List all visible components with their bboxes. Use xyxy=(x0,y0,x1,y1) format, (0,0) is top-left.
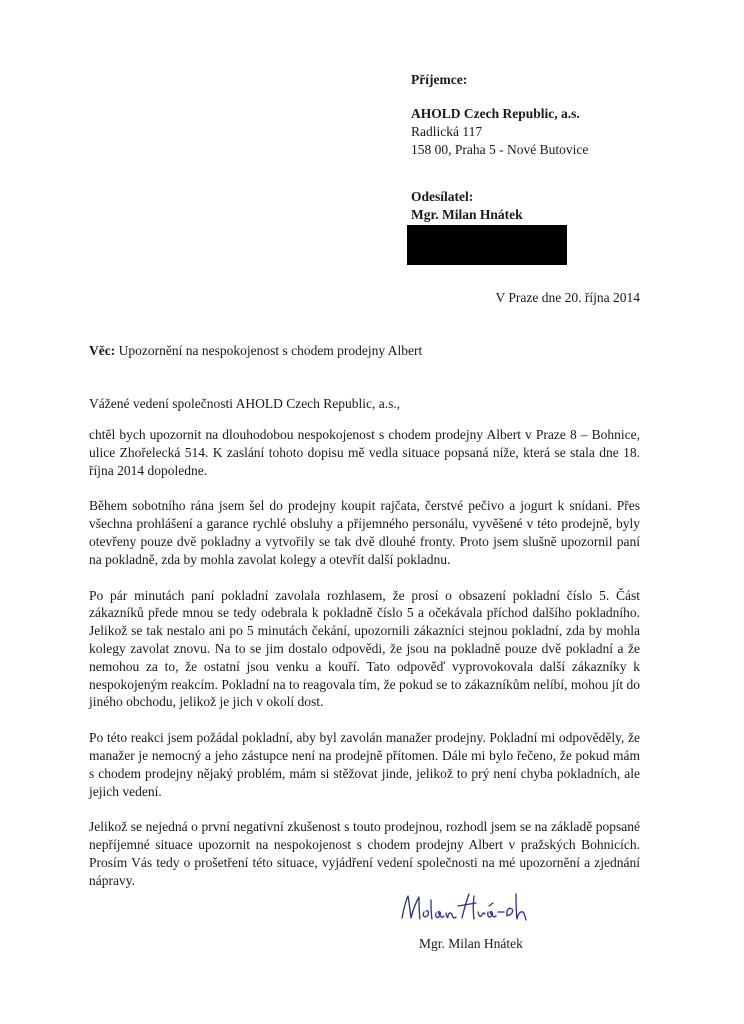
paragraph: Po této reakci jsem požádal pokladní, aby byl zavolán manažer prodejny. Pokladní mi odpověděly, že manažer je nemocný a jeho zástupce není na prodejně přítomen. Dále mi bylo řečeno, že pokud mám s chodem prodejny nějaký problém, mám si stěžovat jinde, jelikož to prý není chyba pokladních, ale jejich vedení. xyxy=(89,730,640,799)
recipient-city: 158 00, Praha 5 - Nové Butovice xyxy=(411,142,589,157)
signature-name: Mgr. Milan Hnátek xyxy=(419,936,523,951)
subject-text: Upozornění na nespokojenost s chodem prodejny Albert xyxy=(118,343,423,358)
redacted-address-box xyxy=(407,225,567,265)
recipient-company: AHOLD Czech Republic, a.s. xyxy=(411,106,580,121)
letter-date: V Praze dne 20. října 2014 xyxy=(495,290,640,305)
subject-label: Věc: xyxy=(89,343,116,358)
sender-label: Odesílatel: xyxy=(411,189,474,204)
subject-line xyxy=(89,342,422,360)
recipient-block xyxy=(411,71,588,159)
letter-body xyxy=(89,426,640,908)
recipient-street: Radlická 117 xyxy=(411,124,483,139)
sender-name: Mgr. Milan Hnátek xyxy=(411,207,523,222)
recipient-label: Příjemce: xyxy=(411,72,468,87)
paragraph: chtěl bych upozornit na dlouhodobou nespokojenost s chodem prodejny Albert v Praze 8 – Bohnice, ulice Zhořelecká 514. K zaslání tohoto dopisu mě vedla situace popsaná níže, která se stala dne 18. října 2014 dopoledne. xyxy=(89,427,640,478)
greeting: Vážené vedení společnosti AHOLD Czech Republic, a.s., xyxy=(89,396,401,411)
paragraph: Během sobotního rána jsem šel do prodejny koupit rajčata, čerstvé pečivo a jogurt k snídani. Přes všechna prohlášení a garance rychlé obsluhy a příjemného personálu, vyvěšené v této prodejně, byly otevřeny pouze dvě pokladny a vytvořily se tak dvě dlouhé fronty. Proto jsem slušně upozornil paní na pokladně, zda by mohla zavolat kolegy a otevřít další pokladnu. xyxy=(89,498,640,567)
sender-block xyxy=(411,188,523,224)
paragraph: Jelikož se nejedná o první negativní zkušenost s touto prodejnou, rozhodl jsem se na základě popsané nepříjemné situace upozornit na nespokojenost s chodem prodejny Albert v pražských Bohnicích. Prosím Vás tedy o prošetření této situace, vyjádření vedení společnosti na mé upozornění a zjednání nápravy. xyxy=(89,819,640,888)
paragraph: Po pár minutách paní pokladní zavolala rozhlasem, že prosí o obsazení pokladní číslo 5. Část zákazníků přede mnou se tedy odebrala k pokladně číslo 5 a očekávala příchod dalšího pokladního. Jelikož se tak nestalo ani po 5 minutách čekání, upozornili zákazníci stejnou pokladní, zda by mohla kolegy zavolat znovu. Na to se jim dostalo odpovědi, že jsou na pokladně pouze dvě pokladní a že nemohou za to, že ostatní jsou venku a kouří. Tato odpověď vyprovokovala další zákazníky k nespokojeným reakcím. Pokladní na to reagovala tím, že pokud se to zákazníkům nelíbí, mohou jít do jiného obchodu, jelikož je jich v okolí dost. xyxy=(89,587,640,710)
handwritten-signature xyxy=(398,888,532,928)
